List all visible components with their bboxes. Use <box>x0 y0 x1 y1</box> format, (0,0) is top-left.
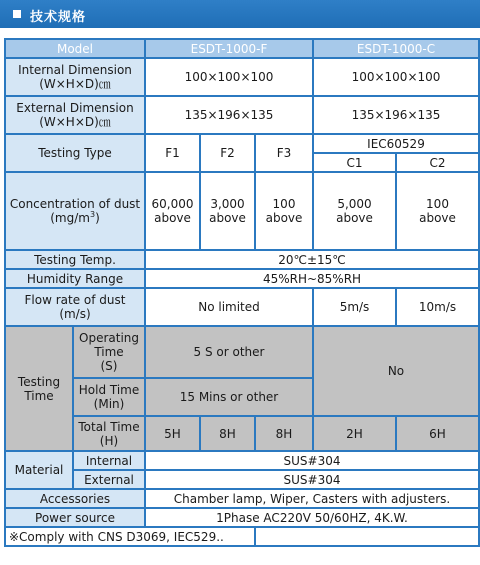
flow-rate-c2: 10m/s <box>397 289 478 325</box>
model-label: Model <box>6 40 144 57</box>
accessories-label: Accessories <box>6 490 144 507</box>
humidity-value: 45%RH~85%RH <box>146 270 478 287</box>
material-label: Material <box>6 452 72 488</box>
testing-type-label: Testing Type <box>6 135 144 171</box>
power-label: Power source <box>6 509 144 526</box>
model-row <box>6 40 478 57</box>
model-f: ESDT-1000-F <box>146 40 312 57</box>
internal-dimension-c: 100×100×100 <box>314 59 478 95</box>
note-blank-cell <box>256 528 478 545</box>
testing-type-standard: IEC60529 <box>314 135 478 152</box>
compliance-note: ※Comply with CNS D3069, IEC529.. <box>6 528 254 545</box>
flow-rate-row <box>6 289 478 325</box>
total-time-f1: 5H <box>146 417 199 450</box>
total-time-c1: 2H <box>314 417 395 450</box>
concentration-label: Concentration of dust $(mg/m^3)$ <box>6 173 144 249</box>
concentration-row <box>6 173 478 249</box>
external-dimension-row <box>6 97 478 133</box>
section-header <box>0 0 480 28</box>
testing-temp-value: 20℃±15℃ <box>146 251 478 268</box>
testing-type-c2: C2 <box>397 154 478 171</box>
spec-table <box>4 38 480 547</box>
total-time-c2: 6H <box>397 417 478 450</box>
concentration-f2: 3,000 above <box>201 173 254 249</box>
concentration-f3: 100 above <box>256 173 312 249</box>
operating-time-row <box>6 327 478 377</box>
material-external-value: SUS#304 <box>146 471 478 488</box>
testing-time-c-value: No <box>314 327 478 415</box>
total-time-row <box>6 417 478 450</box>
concentration-f1: 60,000 above <box>146 173 199 249</box>
testing-type-f1: F1 <box>146 135 199 171</box>
external-dimension-c: 135×196×135 <box>314 97 478 133</box>
total-time-label: Total Time (H) <box>74 417 144 450</box>
total-time-f2: 8H <box>201 417 254 450</box>
hold-time-label: Hold Time (Min) <box>74 379 144 415</box>
concentration-c1: 5,000 above <box>314 173 395 249</box>
accessories-value: Chamber lamp, Wiper, Casters with adjusters. <box>146 490 478 507</box>
testing-temp-row <box>6 251 478 268</box>
material-external-label: External <box>74 471 144 488</box>
note-row <box>6 528 478 545</box>
testing-type-f2: F2 <box>201 135 254 171</box>
flow-rate-f: No limited <box>146 289 312 325</box>
material-external-row <box>6 471 478 488</box>
testing-type-row <box>6 135 478 152</box>
material-internal-label: Internal <box>74 452 144 469</box>
flow-rate-label: Flow rate of dust (m/s) <box>6 289 144 325</box>
material-internal-row <box>6 452 478 469</box>
flow-rate-c1: 5m/s <box>314 289 395 325</box>
operating-time-value: 5 S or other <box>146 327 312 377</box>
operating-time-label: Operating Time (S) <box>74 327 144 377</box>
material-internal-value: SUS#304 <box>146 452 478 469</box>
testing-time-label: Testing Time <box>6 327 72 450</box>
internal-dimension-label: Internal Dimension (W×H×D)㎝ <box>6 59 144 95</box>
section-title: 技术规格 <box>30 10 87 25</box>
external-dimension-f: 135×196×135 <box>146 97 312 133</box>
internal-dimension-row <box>6 59 478 95</box>
total-time-f3: 8H <box>256 417 312 450</box>
humidity-row <box>6 270 478 287</box>
external-dimension-label: External Dimension (W×H×D)㎝ <box>6 97 144 133</box>
testing-type-f3: F3 <box>256 135 312 171</box>
hold-time-value: 15 Mins or other <box>146 379 312 415</box>
power-row <box>6 509 478 526</box>
accessories-row <box>6 490 478 507</box>
humidity-label: Humidity Range <box>6 270 144 287</box>
testing-type-c1: C1 <box>314 154 395 171</box>
concentration-c2: 100 above <box>397 173 478 249</box>
model-c: ESDT-1000-C <box>314 40 478 57</box>
internal-dimension-f: 100×100×100 <box>146 59 312 95</box>
testing-temp-label: Testing Temp. <box>6 251 144 268</box>
power-value: 1Phase AC220V 50/60HZ, 4K.W. <box>146 509 478 526</box>
bullet-square-icon <box>13 10 21 18</box>
